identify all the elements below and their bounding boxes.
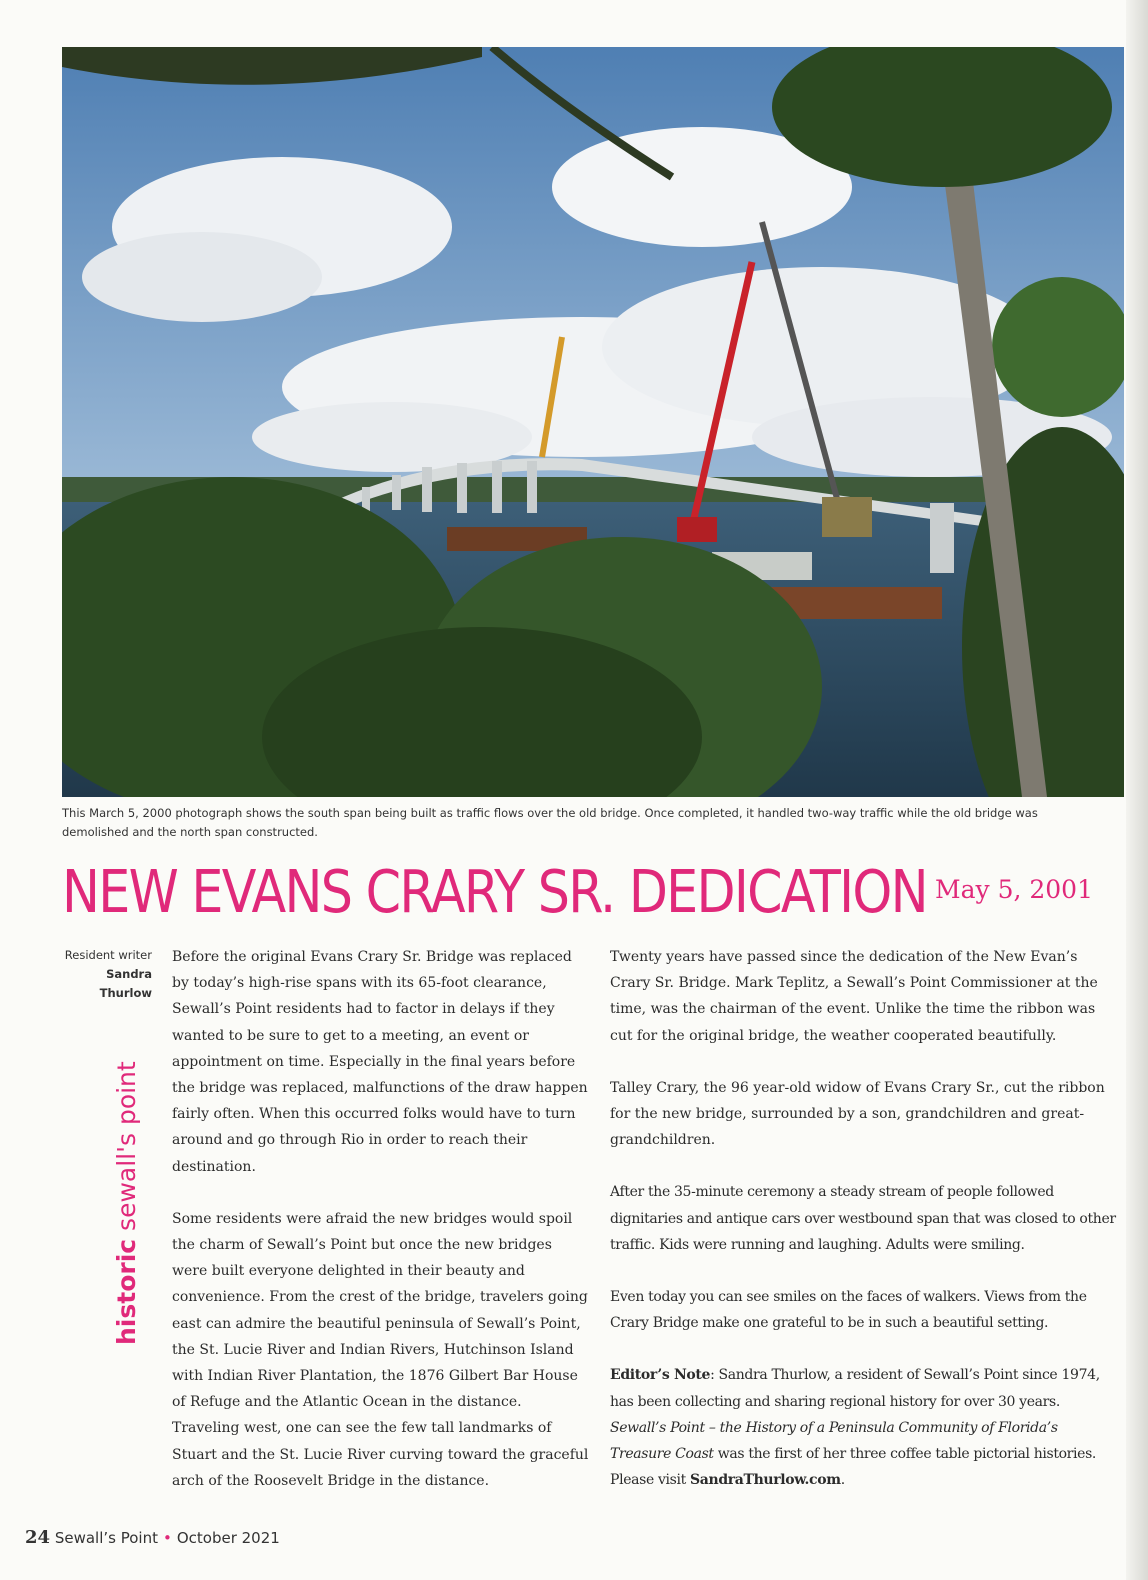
editors-note-label: Editor’s Note — [610, 1367, 711, 1384]
col2-paragraph: Twenty years have passed since the dedication of the New Evan’s Crary Sr. Bridge. Mark Teplitz, a Sewall’s Point Commissioner at the time, was the chairman of the event. Unlike the time the ribbon was cut for the original bridge, the weather cooperated beautifully. — [610, 949, 1098, 1044]
editors-note — [610, 1362, 1118, 1493]
article-column-2 — [610, 944, 1118, 1519]
section-tag — [112, 1015, 142, 1345]
article-date: May 5, 2001 — [935, 875, 1093, 904]
publication-name: Sewall’s Point — [54, 1529, 158, 1547]
bridge-construction-photo-icon — [62, 47, 1124, 797]
footer-separator: • — [162, 1529, 172, 1547]
editors-note-book-title: Sewall’s Point – the History of a Peninsula Community of Florida’s Treasure Coast — [610, 1419, 1058, 1463]
col1-paragraph: Some residents were afraid the new bridges would spoil the charm of Sewall’s Point but once the new bridges were built everyone delighted in their beauty and convenience. From the crest of the bridge, travelers going east can admire the beautiful peninsula of Sewall’s Point, the St. Lucie River and Indian Rivers, Hutchinson Island with Indian River Plantation, the 1876 Gilbert Bar House of Refuge and the Atlantic Ocean in the distance. Traveling west, one can see the few tall landmarks of Stuart and the St. Lucie River curving toward the graceful arch of the Roosevelt Bridge in the distance. — [172, 1210, 589, 1489]
page-footer — [25, 1524, 280, 1552]
byline-prefix: Resident writer — [64, 948, 152, 962]
col2-paragraph: Talley Crary, the 96 year-old widow of Evans Crary Sr., cut the ribbon for the new bridge, surrounded by a son, grandchildren and great-grandchildren. — [610, 1079, 1105, 1149]
editors-note-end: . — [840, 1472, 845, 1489]
section-tag-bold: historic — [112, 1238, 141, 1345]
photo-caption: This March 5, 2000 photograph shows the south span being built as traffic flows over the old bridge. Once completed, it handled two-way traffic while the old bridge was demolished and the north span constructed. — [62, 806, 1038, 839]
editors-note-text1: : Sandra Thurlow, a resident of Sewall’s Point since 1974, has been collecting and sharing regional history for over 30 years. — [610, 1367, 1100, 1410]
article-column-1 — [172, 944, 590, 1520]
byline-author: Sandra Thurlow — [99, 967, 152, 1000]
col1-paragraph: Before the original Evans Crary Sr. Bridge was replaced by today’s high-rise spans with its 65-foot clearance, Sewall’s Point residents had to factor in delays if they wanted to be sure to get to a meeting, an event or appointment on time. Especially in the final years before the bridge was replaced, malfunctions of the draw happen fairly often. When this occurred folks would have to turn around and go through Rio in order to reach their destination. — [172, 949, 588, 1175]
page-number: 24 — [25, 1527, 51, 1548]
issue-date: October 2021 — [176, 1529, 280, 1547]
col2-paragraph: After the 35-minute ceremony a steady stream of people followed dignitaries and antique cars over westbound span that was closed to other traffic. Kids were running and laughing. Adults were smiling. — [610, 1184, 1116, 1253]
col2-paragraph: Even today you can see smiles on the faces of walkers. Views from the Crary Bridge make one grateful to be in such a beautiful setting. — [610, 1289, 1087, 1332]
page-edge-shadow — [1126, 0, 1148, 1580]
editors-note-website-link[interactable]: SandraThurlow.com — [690, 1472, 841, 1489]
editors-note-text2: was the first of her three coffee table pictorial histories. Please visit — [610, 1446, 1097, 1489]
section-tag-rest: sewall's point — [112, 1061, 141, 1239]
bridge-construction-photo — [62, 47, 1124, 797]
article-headline: NEW EVANS CRARY SR. DEDICATION — [62, 857, 927, 926]
byline — [62, 946, 152, 1003]
